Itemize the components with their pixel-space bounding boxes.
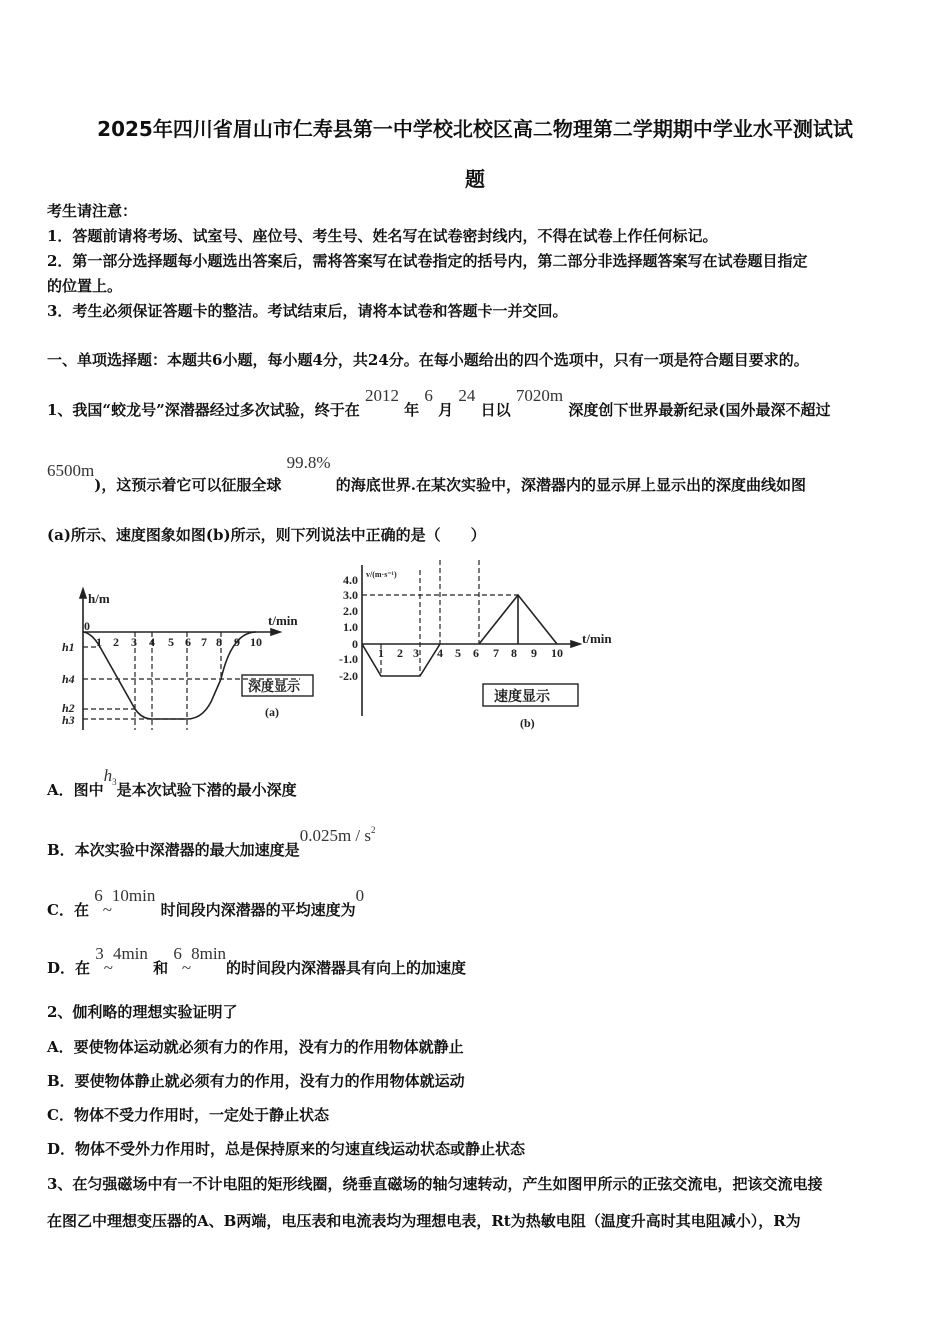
y-tick: 1.0 (343, 620, 358, 634)
text: 和 (153, 959, 169, 977)
text: B．本次实验中深潜器的最大加速度是 (47, 841, 300, 859)
y-tick: -2.0 (339, 669, 358, 683)
math: 2012 (364, 386, 399, 405)
text: C．在 (47, 901, 89, 919)
text: 月 (438, 401, 454, 419)
text: 的时间段内深潜器具有向上的加速度 (226, 959, 467, 977)
y-tick: -1.0 (339, 652, 358, 666)
notice-item: 的位置上。 (47, 277, 123, 295)
math: 2 (371, 825, 376, 835)
text: 年 (404, 401, 420, 419)
y-label: h/m (88, 591, 110, 606)
notice-heading: 考生请注意： (47, 202, 138, 220)
q1-option-c (47, 886, 365, 920)
y-label-h1: h1 (62, 640, 75, 654)
q2-option-a: A．要使物体运动就必须有力的作用，没有力的作用物体就静止 (47, 1038, 464, 1056)
x-tick: 4 (149, 635, 155, 649)
text: A．图中 (47, 781, 104, 799)
math: 6 (173, 944, 182, 963)
doc-title-line2: 题 (465, 167, 485, 191)
x-tick: 5 (455, 646, 461, 660)
q2-option-b: B．要使物体静止就必须有力的作用，没有力的作用物体就运动 (47, 1072, 465, 1090)
math: 10min (111, 886, 156, 905)
text: )，这预示着它可以征服全球 (94, 476, 282, 494)
math: 0.025m / s (299, 826, 371, 845)
math: 3 (112, 777, 117, 787)
y-axis-arrow (80, 589, 86, 598)
text: 深度创下世界最新纪录(国外最深不超过 (568, 401, 831, 419)
q3-line1: 3、在匀强磁场中有一不计电阻的矩形线圈，绕垂直磁场的轴匀速转动，产生如图甲所示的正弦交流电，把该交流电接 (47, 1175, 823, 1193)
section-heading: 一、单项选择题：本题共6小题，每小题4分，共24分。在每小题给出的四个选项中，只有一项是符合题目要求的。 (47, 351, 809, 369)
x-tick: 4 (437, 646, 443, 660)
x-tick: 7 (201, 635, 207, 649)
math: 99.8% (286, 453, 331, 472)
q2-option-c: C．物体不受力作用时，一定处于静止状态 (47, 1106, 329, 1124)
x-tick: 7 (493, 646, 499, 660)
notice-item: 3．考生必须保证答题卡的整洁。考试结束后，请将本试卷和答题卡一并交回。 (47, 302, 568, 320)
x-tick: 8 (511, 646, 517, 660)
y-label: v/(m·s⁻¹) (366, 570, 397, 579)
figure-b-caption: (b) (520, 716, 535, 730)
math: 6 (424, 386, 433, 405)
q3-line2: 在图乙中理想变压器的A、B两端，电压表和电流表均为理想电表，Rt为热敏电阻（温度升高时其电阻减小），R为 (47, 1212, 801, 1230)
y-tick: 0 (352, 637, 358, 651)
x-tick: 6 (185, 635, 191, 649)
math: 6500m (47, 461, 95, 480)
x-tick: 3 (413, 646, 419, 660)
q1-option-d (47, 944, 467, 978)
figure-a-caption: (a) (265, 705, 279, 719)
x-tick: 2 (113, 635, 119, 649)
q1-option-b (47, 825, 376, 862)
doc-title-line1: 2025年四川省眉山市仁寿县第一中学校北校区高二物理第二学期期中学业水平测试试 (97, 117, 853, 141)
q2-option-d: D．物体不受外力作用时，总是保持原来的匀速直线运动状态或静止状态 (47, 1140, 526, 1158)
text: 的海底世界.在某次实验中，深潜器内的显示屏上显示出的深度曲线如图 (335, 476, 806, 494)
text: 1、我国“蛟龙号”深潜器经过多次试验，终于在 (47, 401, 360, 419)
depth-display-label: 深度显示 (248, 679, 301, 694)
x-label: t/min (582, 631, 612, 646)
x-tick: 2 (397, 646, 403, 660)
x-tick: 1 (378, 646, 384, 660)
x-tick: 5 (168, 635, 174, 649)
x-tick: 6 (473, 646, 479, 660)
math: ~ (103, 958, 113, 977)
x-tick: 10 (551, 646, 563, 660)
y-tick: 2.0 (343, 604, 358, 618)
x-label: t/min (268, 613, 298, 628)
text: 日以 (480, 401, 511, 419)
velocity-display-label: 速度显示 (494, 690, 550, 705)
x-tick: 10 (250, 635, 262, 649)
math: 8min (191, 944, 227, 963)
math: ~ (102, 900, 112, 919)
y-label-h4: h4 (62, 672, 75, 686)
text: 是本次试验下潜的最小深度 (116, 781, 297, 799)
math: 24 (458, 386, 476, 405)
math: h (103, 766, 113, 785)
notice-item: 1．答题前请将考场、试室号、座位号、考生号、姓名写在试卷密封线内，不得在试卷上作任何标记。 (47, 227, 718, 245)
x-tick: 9 (531, 646, 537, 660)
math: 7020m (515, 386, 564, 405)
math: ~ (181, 958, 192, 977)
x-tick: 9 (234, 635, 240, 649)
x-axis-arrow (271, 629, 280, 635)
x-tick: 1 (96, 635, 102, 649)
math: 3 (95, 944, 104, 963)
math: 0 (355, 886, 365, 905)
y-tick: 3.0 (343, 588, 358, 602)
text: D．在 (47, 959, 91, 977)
text: 时间段内深潜器的平均速度为 (160, 901, 356, 919)
y-tick: 4.0 (343, 573, 358, 587)
x-tick: 8 (216, 635, 222, 649)
q1-option-a (47, 766, 297, 802)
q1-line3: (a)所示、速度图象如图(b)所示，则下列说法中正确的是（ ） (47, 526, 486, 544)
x-tick: 3 (131, 635, 137, 649)
math: 4min (112, 944, 148, 963)
origin-label: 0 (84, 619, 90, 633)
y-label-h2: h2 (62, 701, 75, 715)
math: 6 (94, 886, 103, 905)
notice-item: 2．第一部分选择题每小题选出答案后，需将答案写在试卷指定的括号内，第二部分非选择题答案写在试卷题目指定 (47, 252, 808, 270)
y-label-h3: h3 (62, 713, 75, 727)
q2-stem: 2、伽利略的理想实验证明了 (47, 1003, 238, 1021)
